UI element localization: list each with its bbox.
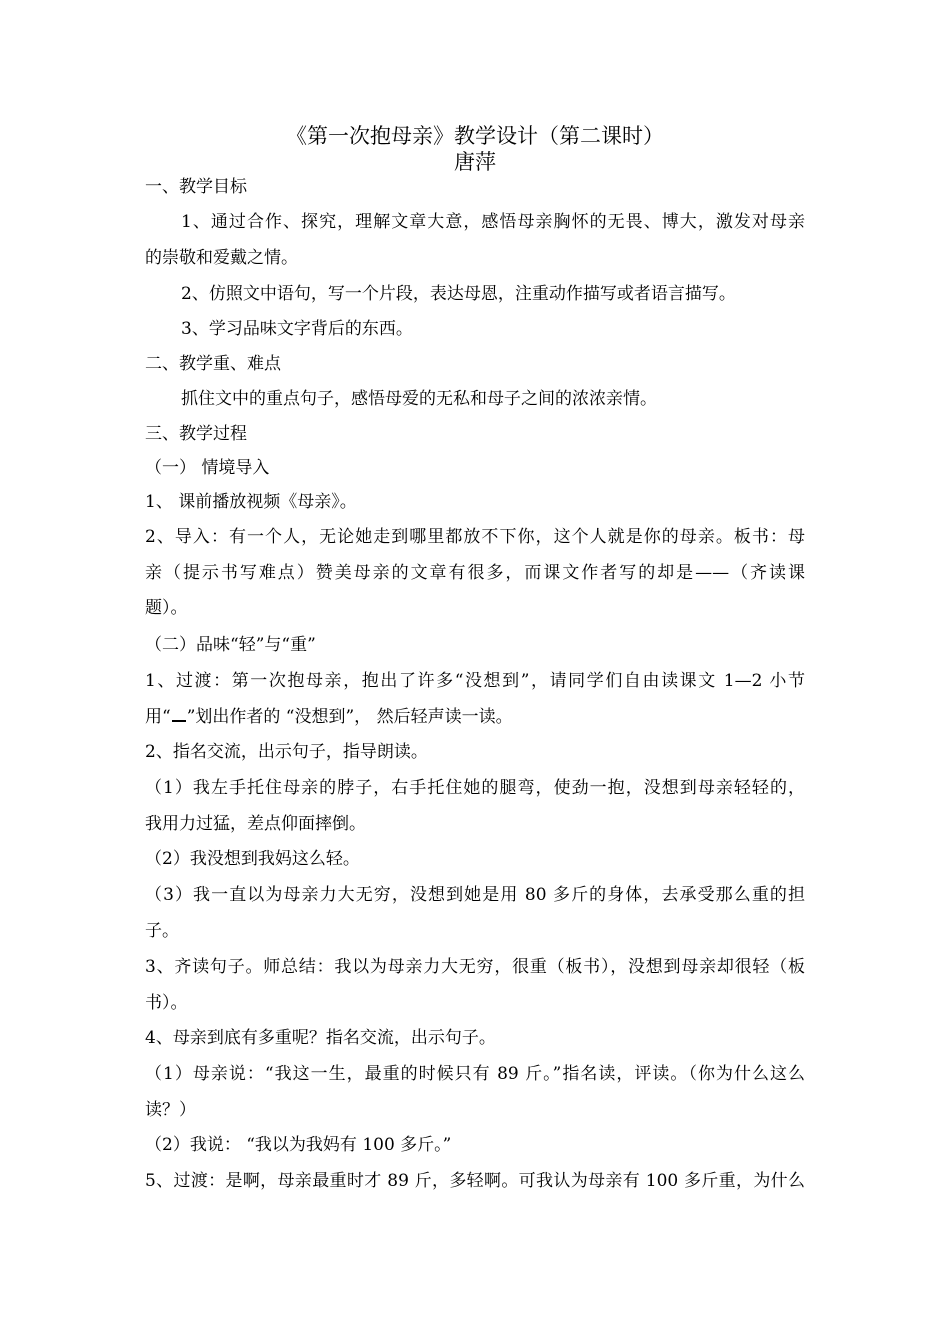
part-1-heading: （一） 情境导入	[145, 458, 270, 478]
key-points-text: 抓住文中的重点句子，感悟母爱的无私和母子之间的浓浓亲情。	[181, 389, 657, 409]
part-1-item-1: 1、 课前播放视频《母亲》。	[145, 492, 357, 512]
goal-1-line-1: 1、通过合作、探究，理解文章大意，感悟母亲胸怀的无畏、博大，激发对母亲	[181, 212, 805, 232]
underline-mark	[172, 705, 186, 722]
document-title: 《第一次抱母亲》教学设计（第二课时）	[286, 124, 664, 148]
sentence-3-line-1: （3）我一直以为母亲力大无穷，没想到她是用 80 多斤的身体，去承受那么重的担	[145, 885, 805, 905]
document-author: 唐萍	[454, 150, 496, 174]
underline-instruction-prefix: 用“	[145, 707, 171, 727]
quote-1-line-2: 读？）	[145, 1100, 196, 1120]
part-1-item-2-line-1: 2、导入：有一个人，无论她走到哪里都放不下你，这个人就是你的母亲。板书：母	[145, 527, 805, 547]
part-2-item-5-line-1: 5、过渡：是啊，母亲最重时才 89 斤，多轻啊。可我认为母亲有 100 多斤重，为什么	[145, 1171, 805, 1191]
goal-3: 3、学习品味文字背后的东西。	[181, 319, 413, 339]
sentence-3-line-2: 子。	[145, 921, 179, 941]
part-2-heading: （二）品味“轻”与“重”	[145, 635, 316, 655]
part-1-item-2-line-2: 亲（提示书写难点）赞美母亲的文章有很多，而课文作者写的却是——（齐读课	[145, 563, 805, 583]
goal-1-line-2: 的崇敬和爱戴之情。	[145, 248, 298, 268]
part-2-item-2: 2、指名交流，出示句子，指导朗读。	[145, 742, 428, 762]
part-2-item-4: 4、母亲到底有多重呢？指名交流，出示句子。	[145, 1028, 496, 1048]
part-2-item-1-line-1: 1、过渡：第一次抱母亲，抱出了许多“没想到”，请同学们自由读课文 1—2 小节	[145, 671, 805, 691]
sentence-2: （2）我没想到我妈这么轻。	[145, 849, 360, 869]
sentence-1-line-2: 我用力过猛，差点仰面摔倒。	[145, 814, 366, 834]
section-heading-process: 三、教学过程	[145, 424, 247, 444]
underline-instruction-suffix: ”划出作者的 “没想到”， 然后轻声读一读。	[186, 707, 513, 727]
part-2-item-3-line-2: 书）。	[145, 993, 188, 1013]
part-2-item-1-line-2	[145, 705, 805, 729]
quote-2: （2）我说： “我以为我妈有 100 多斤。”	[145, 1135, 452, 1155]
section-heading-goals: 一、教学目标	[145, 177, 247, 197]
section-heading-key-points: 二、教学重、难点	[145, 354, 281, 374]
part-1-item-2-line-3: 题）。	[145, 598, 188, 618]
quote-1-line-1: （1）母亲说：“我这一生，最重的时候只有 89 斤。”指名读，评读。（你为什么这么	[145, 1064, 805, 1084]
part-2-item-3-line-1: 3、齐读句子。师总结：我以为母亲力大无穷，很重（板书），没想到母亲却很轻（板	[145, 957, 805, 977]
sentence-1-line-1: （1）我左手托住母亲的脖子，右手托住她的腿弯，使劲一抱，没想到母亲轻轻的，	[145, 778, 805, 798]
goal-2: 2、仿照文中语句，写一个片段，表达母恩，注重动作描写或者语言描写。	[181, 284, 736, 304]
